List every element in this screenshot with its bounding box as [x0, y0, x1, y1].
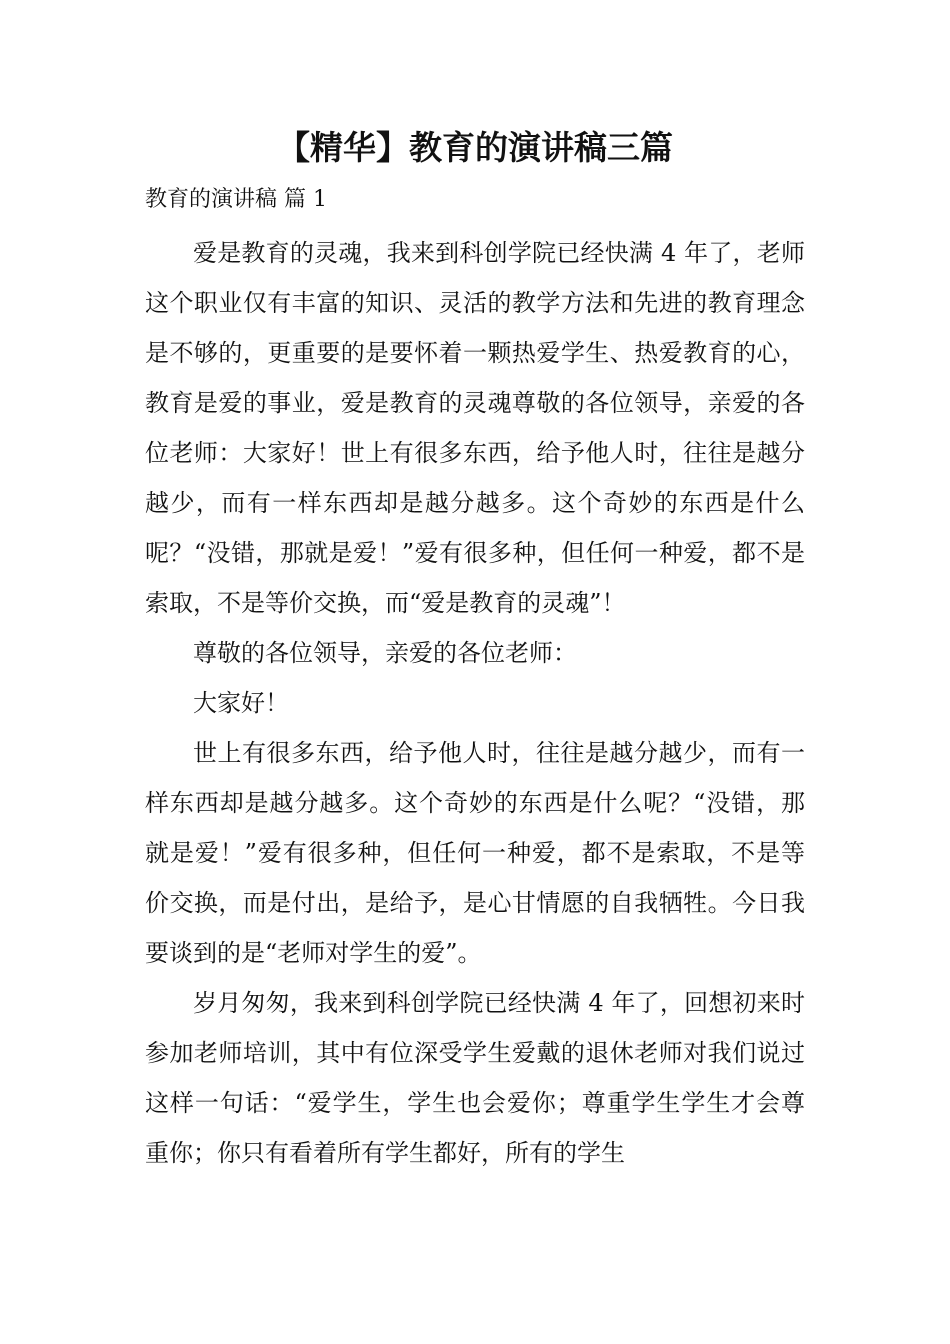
- paragraph: 爱是教育的灵魂，我来到科创学院已经快满 4 年了，老师这个职业仅有丰富的知识、灵活的教学方法和先进的教育理念是不够的，更重要的是要怀着一颗热爱学生、热爱教育的心，教育是爱的事业，爱是教育的灵魂尊敬的各位领导，亲爱的各位老师：大家好！世上有很多东西，给予他人时，往往是越分越少，而有一样东西却是越分越多。这个奇妙的东西是什么呢？“没错，那就是爱！”爱有很多种，但任何一种爱，都不是索取，不是等价交换，而“爱是教育的灵魂”！: [145, 239, 805, 617]
- paragraph: 世上有很多东西，给予他人时，往往是越分越少，而有一样东西却是越分越多。这个奇妙的东西是什么呢？“没错，那就是爱！”爱有很多种，但任何一种爱，都不是索取，不是等价交换，而是付出，是给予，是心甘情愿的自我牺牲。今日我要谈到的是“老师对学生的爱”。: [145, 739, 805, 967]
- paragraph: 尊敬的各位领导，亲爱的各位老师：: [193, 639, 577, 667]
- document-body: [145, 228, 805, 1178]
- paragraph: 大家好！: [193, 689, 289, 717]
- paragraph: 岁月匆匆，我来到科创学院已经快满 4 年了，回想初来时参加老师培训，其中有位深受学生爱戴的退休老师对我们说过这样一句话：“爱学生，学生也会爱你；尊重学生学生才会尊重你；你只有看着所有学生都好，所有的学生: [145, 989, 805, 1167]
- document-title: 【精华】教育的演讲稿三篇: [277, 128, 673, 167]
- section-heading: 教育的演讲稿 篇 1: [145, 187, 327, 212]
